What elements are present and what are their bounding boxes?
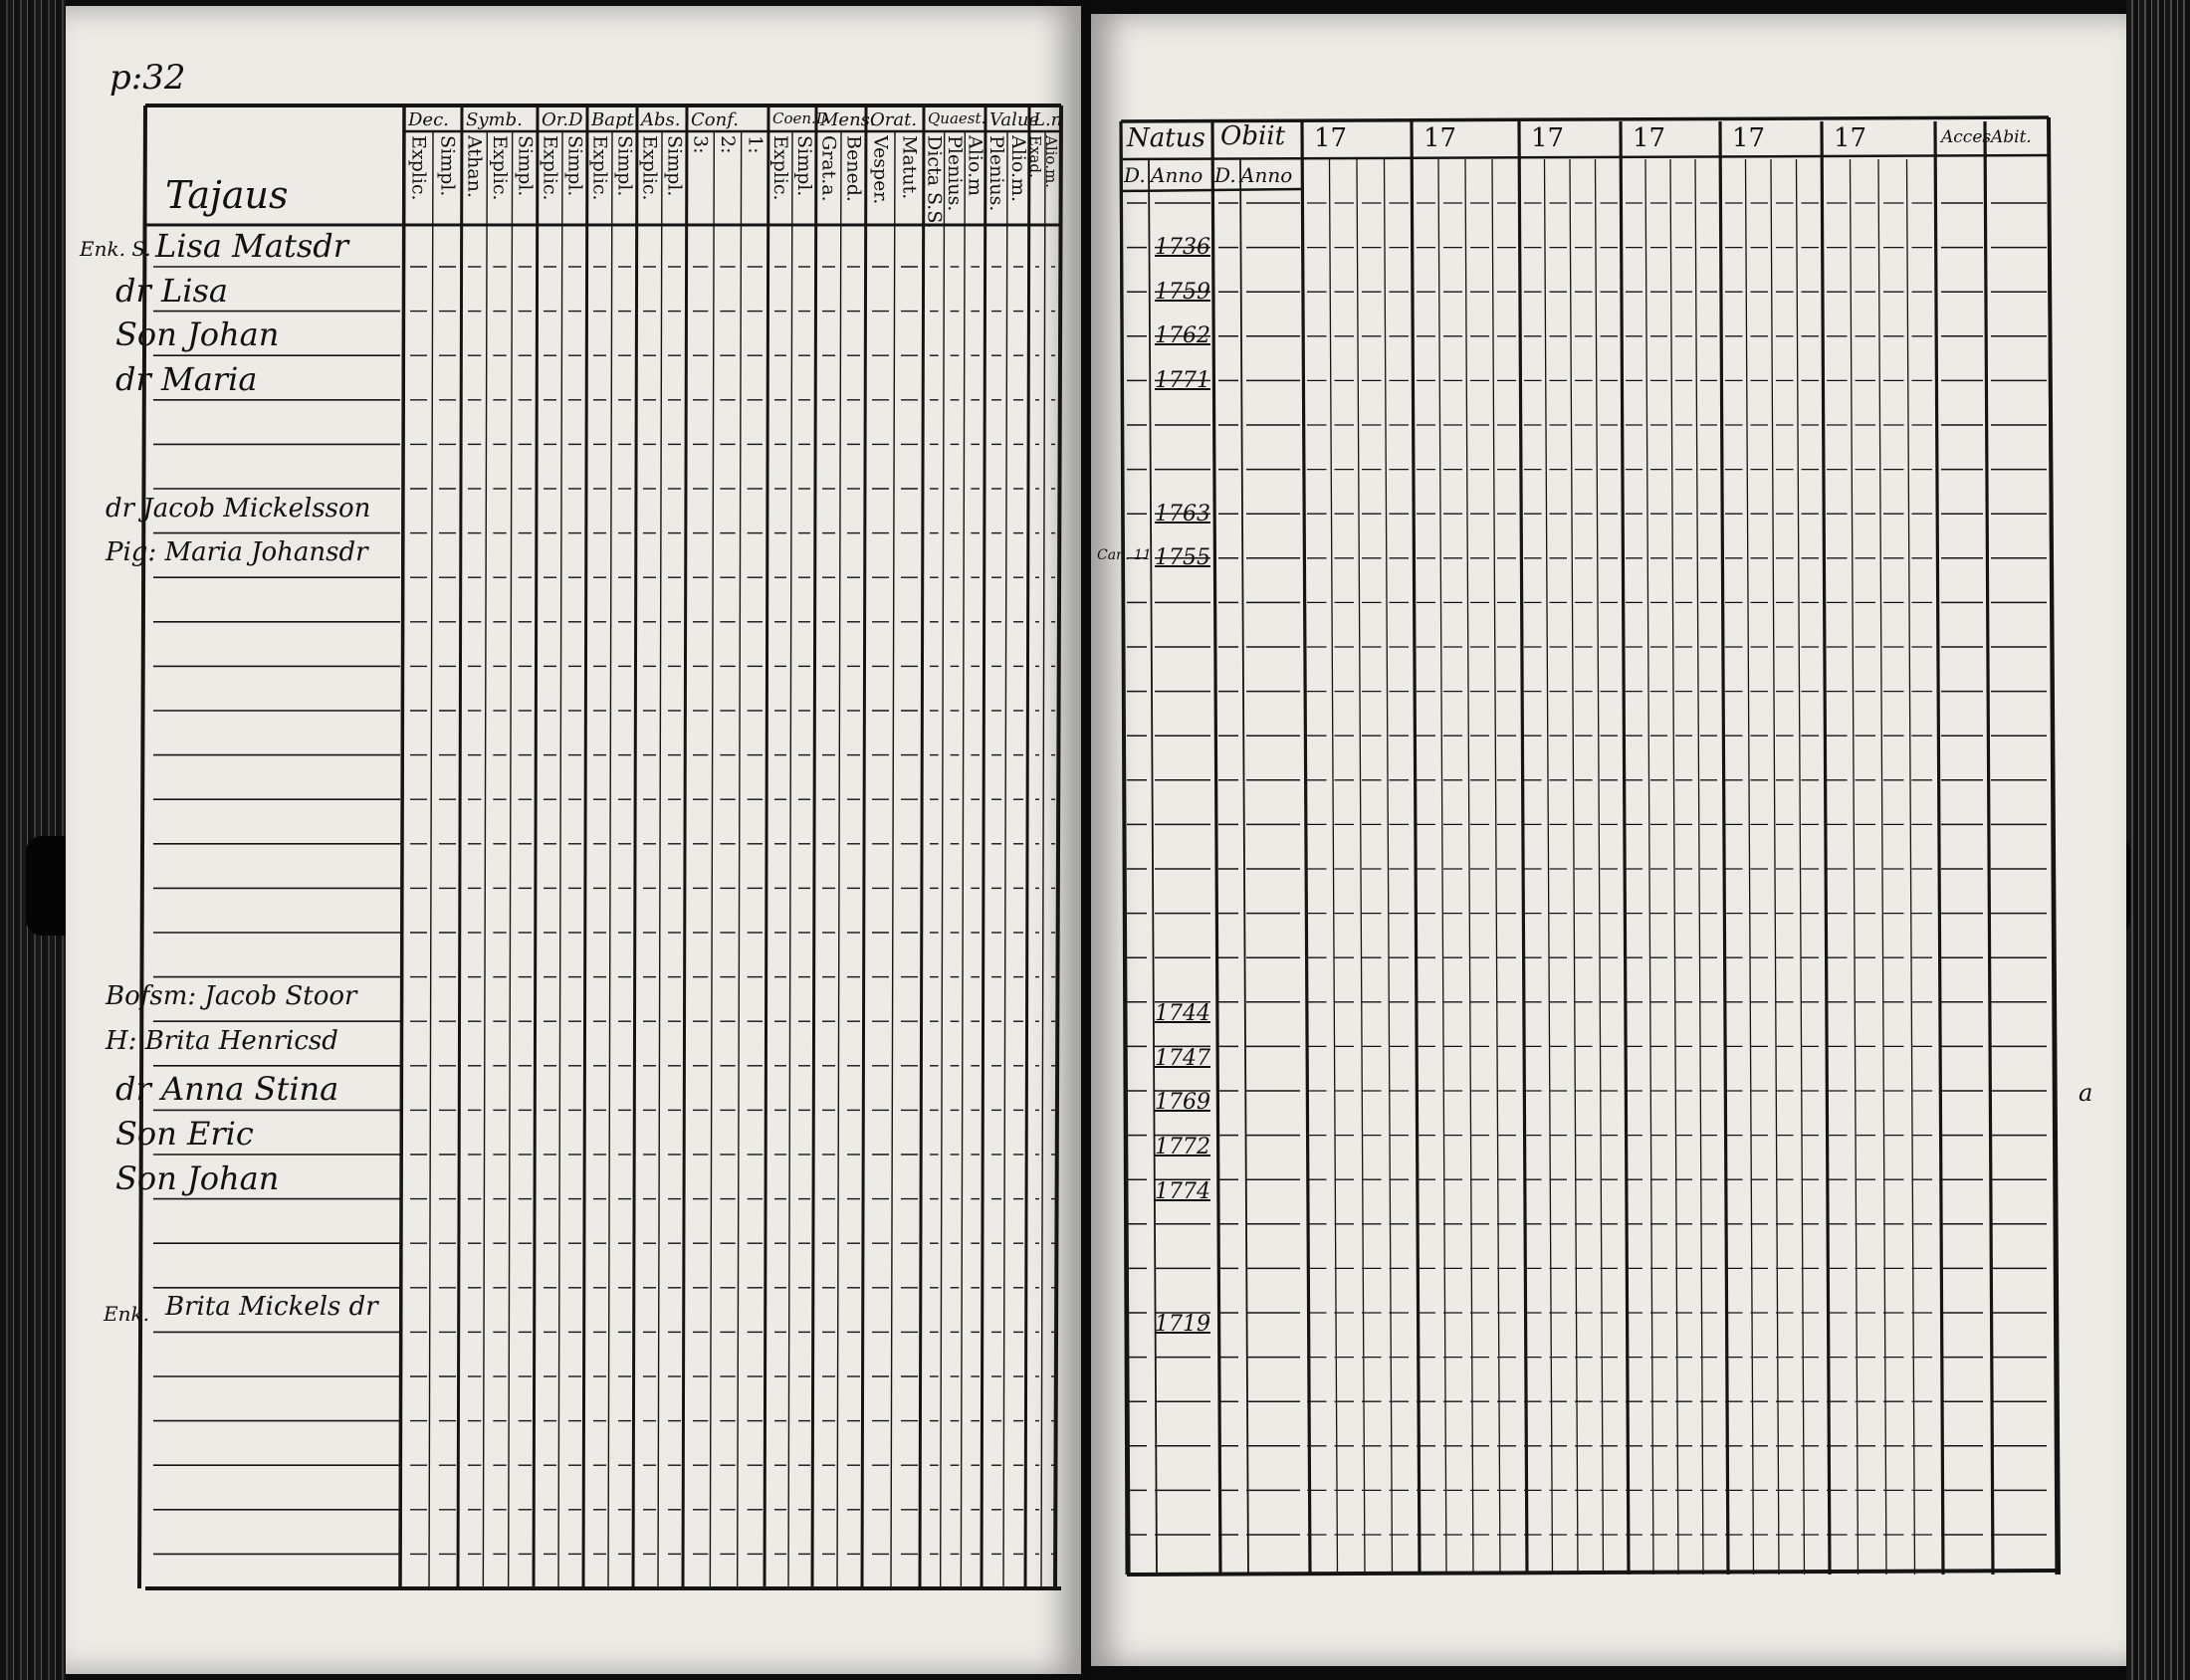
sub-column-rule (608, 131, 612, 1588)
group-divider (765, 105, 768, 1588)
year-sub-column-rule (1771, 159, 1779, 1575)
group-header: Coen.D (772, 109, 828, 127)
birth-year: 1719 (1155, 1312, 1210, 1338)
sub-header: Simpl. (613, 135, 636, 197)
sub-header: Grat.a. (817, 135, 840, 202)
birth-year: 1755 (1155, 545, 1210, 571)
sub-header: Plenius. (986, 135, 1007, 212)
birth-year: 1772 (1155, 1135, 1210, 1159)
entry-name: dr Maria (115, 359, 258, 398)
sub-header: Alio.m. (1042, 135, 1060, 188)
birth-year: 1769 (1155, 1090, 1210, 1116)
group-divider (1025, 105, 1029, 1588)
page-number: p:32 (110, 58, 186, 98)
abiit-header: Abit. (1991, 127, 2032, 147)
sub-header: Explic. (588, 135, 611, 201)
entry-name: Son Eric (115, 1115, 254, 1153)
year-sub-column-rule (1695, 159, 1703, 1575)
sub-column-rule (509, 131, 513, 1588)
year-sub-column-rule (1385, 159, 1393, 1575)
sub-header: Alio.m. (1007, 135, 1029, 203)
sub-header: Simpl. (514, 135, 537, 197)
year-sub-column-rule (1645, 159, 1653, 1575)
birth-year: 1763 (1155, 501, 1210, 526)
sub-column-rule (738, 131, 742, 1588)
year-sub-column-rule (1330, 159, 1338, 1575)
year-sub-column-rule (1878, 159, 1886, 1575)
village-name: Tajaus (165, 173, 289, 217)
sub-column-rule (961, 131, 965, 1588)
year-sub-column-rule (1545, 159, 1553, 1575)
year-sub-column-rule (1357, 159, 1365, 1575)
year-sub-column-rule (1670, 159, 1678, 1575)
entry-name: dr Jacob Mickelsson (106, 493, 371, 524)
group-header: Quaest. (928, 109, 986, 127)
sub-header: Explic. (769, 135, 791, 201)
group-divider (534, 105, 538, 1588)
sub-header: Explic. (638, 135, 661, 201)
sub-header: Bened. (842, 135, 865, 202)
group-divider (812, 105, 816, 1588)
sub-header: Dicta S.S. (923, 135, 946, 229)
entry-name: dr Lisa (115, 271, 228, 310)
group-header: Conf. (691, 109, 739, 130)
sub-column-rule (788, 131, 792, 1588)
year-group-header: 17 (1732, 123, 1766, 153)
sub-header: Exad. (1026, 135, 1044, 178)
obiit-day-header: D. (1214, 163, 1236, 187)
sub-header: Simpl. (663, 135, 686, 197)
sub-header: Simpl. (563, 135, 586, 197)
group-divider (633, 105, 637, 1588)
group-header: Dec. (408, 109, 449, 130)
group-header: Or.D (542, 109, 583, 130)
sub-column-rule (483, 131, 487, 1588)
sub-column-rule (558, 131, 562, 1588)
group-divider (862, 105, 866, 1588)
sub-column-rule (941, 131, 945, 1588)
left-page (66, 6, 1081, 1674)
birth-year: 1774 (1155, 1178, 1210, 1204)
sub-header: Vesper. (869, 135, 892, 205)
table-border-bottom (1127, 1571, 2059, 1575)
year-group-header: 17 (1633, 123, 1666, 153)
sub-column-rule (658, 131, 662, 1588)
sub-column-rule (837, 131, 841, 1588)
natus-header: Natus (1127, 123, 1205, 153)
obiit-year-header: Anno (1240, 163, 1293, 187)
sub-header: Simpl. (436, 135, 459, 197)
year-sub-column-rule (1492, 159, 1500, 1575)
entry-name: H: Brita Henricsd (106, 1025, 338, 1056)
sub-column-rule (1041, 131, 1045, 1588)
birth-year: 1759 (1155, 279, 1210, 305)
group-header: Value (989, 109, 1040, 130)
obiit-header: Obiit (1220, 121, 1286, 151)
sub-header: Simpl. (793, 135, 815, 197)
natus-year-header: Anno (1151, 163, 1204, 187)
birth-year: 1736 (1155, 235, 1210, 260)
right-book-edge (2126, 0, 2190, 1680)
header-mid-rule (1121, 155, 2049, 159)
sub-column-rule (891, 131, 895, 1588)
entry-name: Bofsm: Jacob Stoor (106, 981, 357, 1012)
year-group-header: 17 (1834, 123, 1867, 153)
entry-name: Lisa Matsdr (155, 227, 349, 265)
column-divider (1240, 159, 1248, 1575)
group-divider (583, 105, 587, 1588)
entry-prefix: Enk. (104, 1302, 149, 1327)
group-divider (683, 105, 687, 1588)
year-sub-column-rule (1851, 159, 1859, 1575)
year-sub-column-rule (1596, 159, 1604, 1575)
group-header: Bapt. (591, 109, 640, 130)
group-divider (920, 105, 924, 1588)
year-sub-column-rule (1746, 159, 1754, 1575)
entry-name: dr Anna Stina (115, 1070, 339, 1109)
birth-year: 1747 (1155, 1045, 1210, 1071)
sub-header: Alio.m (964, 135, 986, 197)
sub-header: Matut. (898, 135, 921, 200)
year-sub-column-rule (1465, 159, 1473, 1575)
group-header: Abs. (641, 109, 681, 130)
sub-header: Plenius. (944, 135, 966, 212)
group-header: Mens. (820, 109, 876, 130)
year-sub-column-rule (1570, 159, 1578, 1575)
year-sub-column-rule (1797, 159, 1805, 1575)
entry-marginal-note: Can. 11 (1097, 547, 1152, 564)
year-group-header: 17 (1424, 123, 1457, 153)
sub-header: Explic. (539, 135, 561, 201)
group-divider (458, 105, 462, 1588)
entry-name: Pig: Maria Johansdr (106, 537, 368, 568)
year-group-header: 17 (1531, 123, 1565, 153)
group-header: Orat. (870, 109, 918, 130)
entry-name: Brita Mickels dr (165, 1292, 378, 1323)
gutter (1081, 0, 1091, 1680)
year-group-header: 17 (1314, 123, 1348, 153)
right-ruled-table (1091, 14, 2126, 1666)
accessit-header: Acces (1941, 127, 1992, 147)
year-sub-column-rule (1907, 159, 1915, 1575)
year-sub-column-rule (1438, 159, 1446, 1575)
sub-header: Explic. (489, 135, 511, 201)
sub-column-rule (710, 131, 714, 1588)
group-header: Symb. (466, 109, 523, 130)
sub-column-rule (1003, 131, 1007, 1588)
sub-header: 2: (717, 135, 739, 154)
sub-header: 3: (689, 135, 712, 154)
right-page (1091, 14, 2126, 1666)
group-divider (982, 105, 986, 1588)
table-border-right (1055, 105, 1061, 1588)
sub-header: Athan. (463, 135, 486, 198)
margin-mark: a (2079, 1079, 2093, 1107)
birth-year: 1744 (1155, 1001, 1210, 1027)
entry-name: Son Johan (115, 315, 280, 354)
sub-column-rule (429, 131, 433, 1588)
group-header: L.n (1033, 109, 1063, 130)
birth-year: 1762 (1155, 323, 1210, 349)
sub-header: 1: (744, 135, 766, 154)
entry-name: Son Johan (115, 1158, 280, 1197)
natus-day-header: D. (1124, 163, 1146, 187)
entry-prefix: Enk. S. (80, 237, 151, 261)
birth-year: 1771 (1155, 367, 1210, 393)
sub-header: Explic. (407, 135, 430, 201)
group-divider (400, 105, 404, 1588)
